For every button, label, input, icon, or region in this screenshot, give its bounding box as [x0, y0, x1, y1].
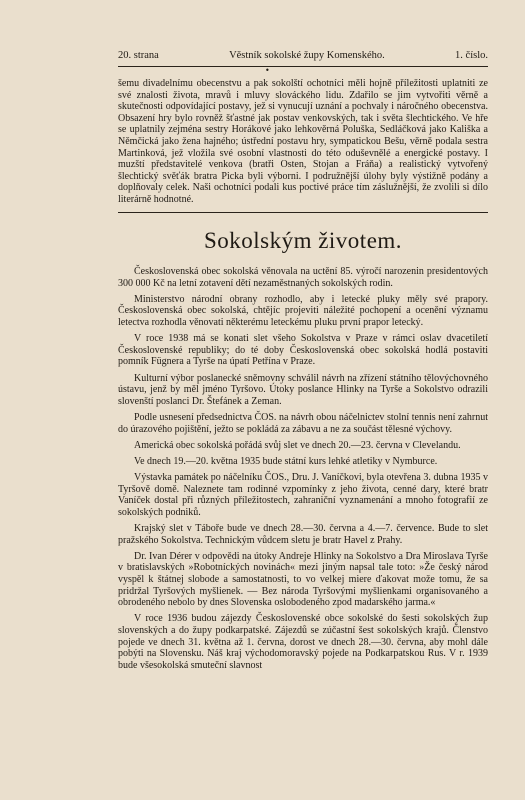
- issue-number: 1. číslo.: [455, 50, 488, 61]
- paragraph: Ministerstvo národní obrany rozhodlo, aby i letecké pluky měly své prapory. Československá obec sokolská, chtějíc projeviti náležité pochopení a ocenění významu letectva rozhodla věnovati některému leteckému pluku první prapor letecký.: [118, 293, 488, 328]
- paragraph: Výstavka památek po náčelníku ČOS., Dru. J. Vaníčkovi, byla otevřena 3. dubna 1935 v Tyršově domě. Naleznete tam rodinné vzpomínky z jeho života, cenné dary, které bratr Vaníček dostal při různých příležitostech, zahraniční vyznamenání a mnoho fotografií ze sokolských podniků.: [118, 472, 488, 518]
- section-title: Sokolským životem.: [203, 228, 403, 253]
- paragraph: Dr. Ivan Dérer v odpovědi na útoky Andreje Hlinky na Sokolstvo a Dra Miroslava Tyrše v bratislavských »Robotníckých novinách« mezi jiným napsal tale toto: »Že český národ vyspěl k štátnej slobode a samostatnosti, to vo velkej miere ďakovat može tomu, že sa pridržal Tyršových myšlienek. — Bez národa Tyršovými myšlienkami organisovaného a obrodeného nebolo by dnes Slovenska oslobodeného zpod madarského jarma.«: [118, 550, 488, 609]
- page-header: [118, 50, 488, 67]
- paragraph: Podle usnesení předsednictva ČOS. na návrh obou náčelnictev stolní tennis není zahrnut do úrazového pojištění, ježto se pokládá za zábavu a ne za součást tělesné výchovy.: [118, 411, 488, 435]
- paragraph: Československá obec sokolská věnovala na uctění 85. výročí narozenin presidentových 300 000 Kč na letní zotavení dětí nezaměstnaných sokolských rodin.: [118, 266, 488, 289]
- paragraph: V roce 1938 má se konati slet všeho Sokolstva v Praze v rámci oslav dvacetiletí Československé republiky; do té doby Československá obec sokolská hodlá postaviti pomník Fügnera a Tyrše na úpatí Petřína v Praze.: [118, 333, 488, 368]
- section-body: [118, 266, 488, 676]
- paragraph: Ve dnech 19.—20. května 1935 bude státní kurs lehké atletiky v Nymburce.: [134, 455, 438, 467]
- page-number: 20. strana: [118, 50, 159, 61]
- section-divider: [118, 212, 488, 213]
- paragraph: Americká obec sokolská pořádá svůj slet ve dnech 20.—23. června v Clevelandu.: [134, 439, 461, 451]
- intro-paragraph: šemu divadelnímu obecenstvu a pak sokolští ochotníci měli hojně příležitosti uplatniti ze své znalosti života, mravů i mluvy slováckého lidu. Zdařilo se jim vytvořiti věrně a skutečnosti odpovídající postavy, jež si vynucují uznání a pochvaly i náročného obecenstva. Obsazení hry bylo rovněž šťastné jak postav venkovských, tak i světa šlechtického. Ve hře se uplatnily zejména sestry Horákové jako lehkověrná Poluška, Sedláčková jako Kališka a Němčická jako žena hajného; ústřední postavu hry, sympatickou Bešu, věrně podala sestra Martinková, jež vložila své osobní vlastnosti do této oduševnělé a energické postavy. I muzští představitelé venkova (bratři Osten, Stojan a Fráňa) a realistický vytvořený šlechtický svěťák bratra Picka byli výborni. I podružnější úlohy byly výstižně podány a doplňovaly celek. Naši ochotníci podali kus poctivé práce tím záslužnější, že zvolili si dílo literárně hodnotné.: [118, 78, 488, 205]
- separator-mark: •: [265, 66, 270, 75]
- journal-title: Věstník sokolské župy Komenského.: [229, 50, 385, 61]
- paragraph: Krajský slet v Táboře bude ve dnech 28.—30. června a 4.—7. července. Bude to slet pražského Sokolstva. Technickým vůdcem sletu je bratr Havel z Prahy.: [118, 523, 488, 546]
- paragraph: V roce 1936 budou zájezdy Československé obce sokolské do šesti sokolských žup slovenských a do župy podkarpatské. Zájezdů se zúčastní šest sokolských krajů. Členstvo pojede ve dnech 31. května až 1. června, dorost ve dnech 28.—30. června, aby mohl dále pobýti na Slovensku. Náš kraj východomoravský pojede na Podkarpatskou Rus. V r. 1939 bude všesokolská smuteční slavnost: [118, 613, 488, 671]
- paragraph: Kulturní výbor poslanecké sněmovny schválil návrh na zřízení státního tělovýchovného ústavu, jenž by měl jméno Tyršovo. Útoky poslance Hlinky na Tyrše a Sokolstvo odrazili slovenští poslanci Dr. Štefánek a Zeman.: [118, 372, 488, 407]
- intro-text: [118, 78, 488, 206]
